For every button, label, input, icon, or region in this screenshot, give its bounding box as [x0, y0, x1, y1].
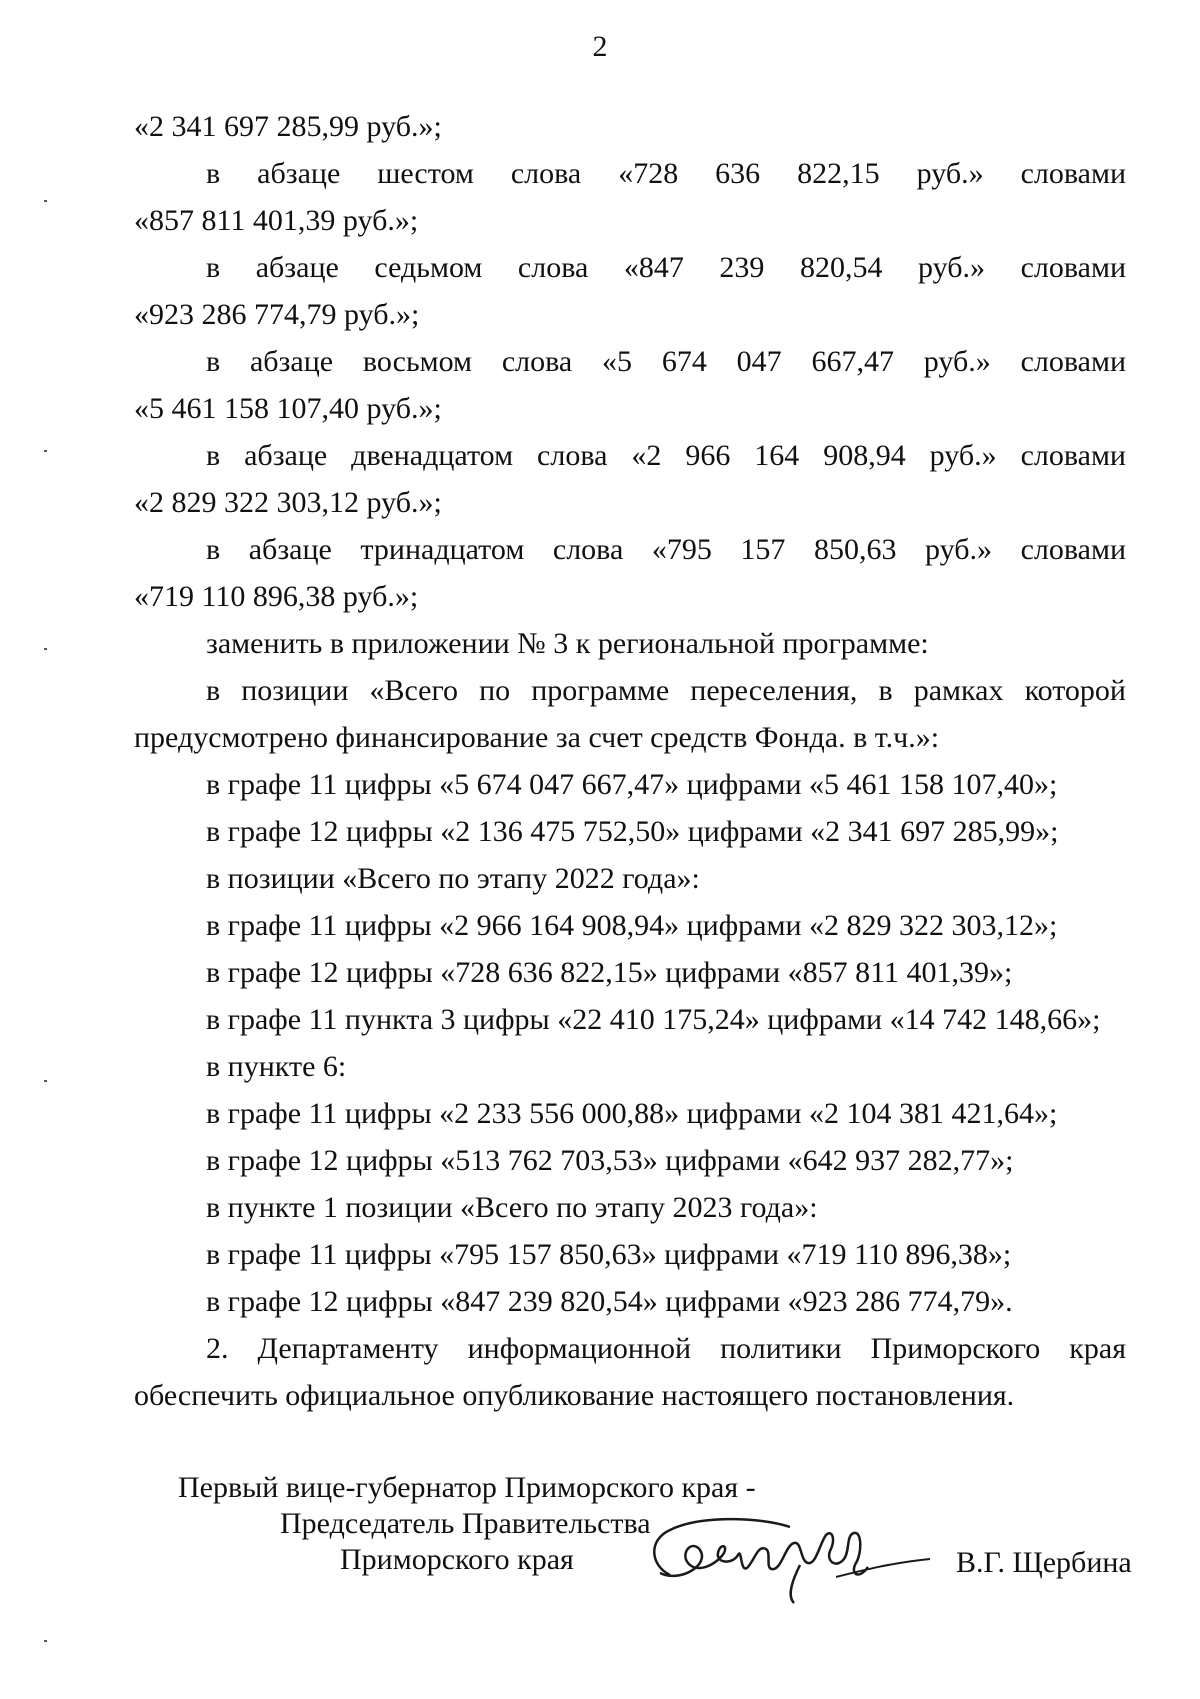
text-line: в абзаце тринадцатом слова «795 157 850,63 руб.» словами [206, 533, 1126, 566]
text-line: в абзаце двенадцатом слова «2 966 164 908,94 руб.» словами [206, 439, 1126, 472]
text-line: в графе 12 цифры «513 762 703,53» цифрами «642 937 282,77»; [206, 1144, 1014, 1177]
text-line: обеспечить официальное опубликование настоящего постановления. [134, 1379, 1015, 1412]
text-line: заменить в приложении № 3 к региональной программе: [206, 627, 929, 660]
text-line: в позиции «Всего по программе переселения, в рамках которой [206, 674, 1126, 707]
scan-speck [44, 450, 47, 452]
text-line: в графе 11 пункта 3 цифры «22 410 175,24» цифрами «14 742 148,66»; [206, 1003, 1101, 1036]
scan-speck [44, 200, 47, 202]
document-body [134, 103, 1126, 1419]
text-line: «923 286 774,79 руб.»; [134, 298, 420, 331]
text-line: 2. Департаменту информационной политики Приморского края [206, 1332, 1126, 1365]
scan-speck [44, 648, 47, 650]
text-line: в абзаце шестом слова «728 636 822,15 руб.» словами [206, 157, 1126, 190]
text-line: «2 341 697 285,99 руб.»; [134, 110, 442, 143]
text-line: предусмотрено финансирование за счет средств Фонда. в т.ч.»: [134, 721, 940, 754]
page-number: 2 [592, 30, 608, 63]
text-line: в пункте 6: [206, 1050, 347, 1083]
text-line: в графе 11 цифры «2 966 164 908,94» цифрами «2 829 322 303,12»; [206, 909, 1058, 942]
text-line: в пункте 1 позиции «Всего по этапу 2023 года»: [206, 1191, 818, 1224]
text-line: в графе 12 цифры «2 136 475 752,50» цифрами «2 341 697 285,99»; [206, 815, 1059, 848]
text-line: «719 110 896,38 руб.»; [134, 580, 419, 613]
text-line: в графе 11 цифры «5 674 047 667,47» цифрами «5 461 158 107,40»; [206, 768, 1058, 801]
signatory-title-line-1: Первый вице-губернатор Приморского края - [178, 1471, 756, 1504]
text-line: в абзаце седьмом слова «847 239 820,54 руб.» словами [206, 251, 1126, 284]
signatory-name: В.Г. Щербина [956, 1546, 1132, 1579]
scan-speck [44, 1080, 47, 1082]
scan-speck [44, 1640, 47, 1642]
text-line: в абзаце восьмом слова «5 674 047 667,47 руб.» словами [206, 345, 1126, 378]
text-line: в графе 12 цифры «847 239 820,54» цифрами «923 286 774,79». [206, 1285, 1013, 1318]
text-line: в графе 12 цифры «728 636 822,15» цифрами «857 811 401,39»; [206, 956, 1013, 989]
text-line: «5 461 158 107,40 руб.»; [134, 392, 442, 425]
text-line: в позиции «Всего по этапу 2022 года»: [206, 862, 700, 895]
text-line: «2 829 322 303,12 руб.»; [134, 486, 442, 519]
text-line: «857 811 401,39 руб.»; [134, 204, 419, 237]
signatory-title-line-3: Приморского края [340, 1543, 574, 1576]
text-line: в графе 11 цифры «795 157 850,63» цифрами «719 110 896,38»; [206, 1238, 1012, 1271]
text-line: в графе 11 цифры «2 233 556 000,88» цифрами «2 104 381 421,64»; [206, 1097, 1058, 1130]
signatory-title-line-2: Председатель Правительства [280, 1507, 651, 1540]
handwritten-signature [640, 1505, 960, 1605]
